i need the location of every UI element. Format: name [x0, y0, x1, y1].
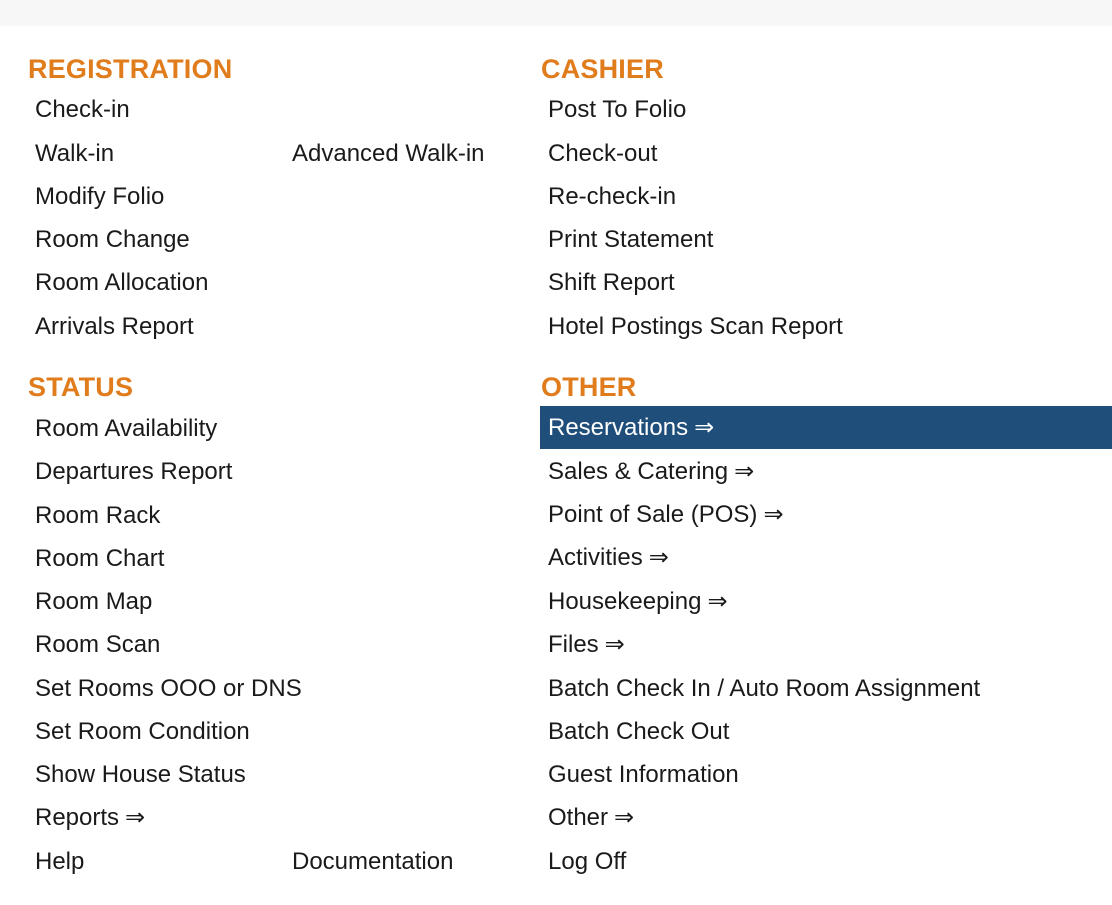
menu-item-activities-label: Activities [548, 544, 643, 571]
menu-item-re-check-in[interactable]: Re-check-in [548, 183, 677, 210]
menu-item-shift-report[interactable]: Shift Report [548, 269, 675, 296]
menu-item-check-in[interactable]: Check-in [35, 96, 130, 123]
menu-item-room-scan[interactable]: Room Scan [35, 631, 161, 658]
menu-item-reservations-label: Reservations [548, 414, 689, 441]
menu-item-room-change[interactable]: Room Change [35, 226, 190, 253]
submenu-arrow-icon: ⇒ [734, 458, 755, 485]
menu-item-files-label: Files [548, 631, 599, 658]
menu-item-check-out[interactable]: Check-out [548, 140, 658, 167]
submenu-arrow-icon: ⇒ [648, 544, 669, 571]
menu-item-room-map[interactable]: Room Map [35, 588, 153, 615]
menu-item-reservations[interactable] [540, 406, 1112, 449]
status-heading: STATUS [28, 372, 134, 402]
menu-item-room-availability[interactable]: Room Availability [35, 415, 218, 442]
menu-item-print-statement[interactable]: Print Statement [548, 226, 714, 253]
menu-item-pos-label: Point of Sale (POS) [548, 501, 758, 528]
menu-item-activities[interactable] [548, 536, 669, 579]
menu-item-reports[interactable] [35, 796, 145, 839]
menu-item-sales-catering[interactable] [548, 450, 754, 493]
cashier-heading: CASHIER [541, 54, 664, 84]
menu-item-files[interactable] [548, 623, 625, 666]
menu-item-batch-check-in[interactable]: Batch Check In / Auto Room Assignment [548, 675, 981, 702]
registration-heading: REGISTRATION [28, 54, 233, 84]
menu-item-hotel-postings-scan-report[interactable]: Hotel Postings Scan Report [548, 313, 843, 340]
menu-item-reports-label: Reports [35, 804, 120, 831]
menu-item-pos[interactable] [548, 493, 784, 536]
menu-item-other[interactable] [548, 796, 634, 839]
submenu-arrow-icon: ⇒ [614, 804, 635, 831]
menu-item-documentation[interactable]: Documentation [292, 848, 454, 875]
menu-item-modify-folio[interactable]: Modify Folio [35, 183, 165, 210]
menu-item-walk-in[interactable]: Walk-in [35, 140, 115, 167]
menu-item-sales-catering-label: Sales & Catering [548, 458, 729, 485]
menu-item-arrivals-report[interactable]: Arrivals Report [35, 313, 194, 340]
submenu-arrow-icon: ⇒ [707, 588, 728, 615]
menu-item-set-rooms-ooo-dns[interactable]: Set Rooms OOO or DNS [35, 675, 302, 702]
menu-item-housekeeping[interactable] [548, 580, 728, 623]
submenu-arrow-icon: ⇒ [125, 804, 146, 831]
menu-item-log-off[interactable]: Log Off [548, 848, 627, 875]
menu-item-room-chart[interactable]: Room Chart [35, 545, 165, 572]
submenu-arrow-icon: ⇒ [694, 414, 715, 441]
menu-item-batch-check-out[interactable]: Batch Check Out [548, 718, 730, 745]
submenu-arrow-icon: ⇒ [604, 631, 625, 658]
menu-item-other-label: Other [548, 804, 609, 831]
menu-item-advanced-walk-in[interactable]: Advanced Walk-in [292, 140, 485, 167]
submenu-arrow-icon: ⇒ [763, 501, 784, 528]
menu-item-help[interactable]: Help [35, 848, 85, 875]
menu-item-post-to-folio[interactable]: Post To Folio [548, 96, 687, 123]
menu-item-room-rack[interactable]: Room Rack [35, 502, 161, 529]
menu-item-room-allocation[interactable]: Room Allocation [35, 269, 209, 296]
menu-item-set-room-condition[interactable]: Set Room Condition [35, 718, 250, 745]
menu-item-guest-information[interactable]: Guest Information [548, 761, 739, 788]
menu-item-show-house-status[interactable]: Show House Status [35, 761, 246, 788]
menu-item-housekeeping-label: Housekeeping [548, 588, 702, 615]
menu-item-departures-report[interactable]: Departures Report [35, 458, 233, 485]
other-heading: OTHER [541, 372, 637, 402]
